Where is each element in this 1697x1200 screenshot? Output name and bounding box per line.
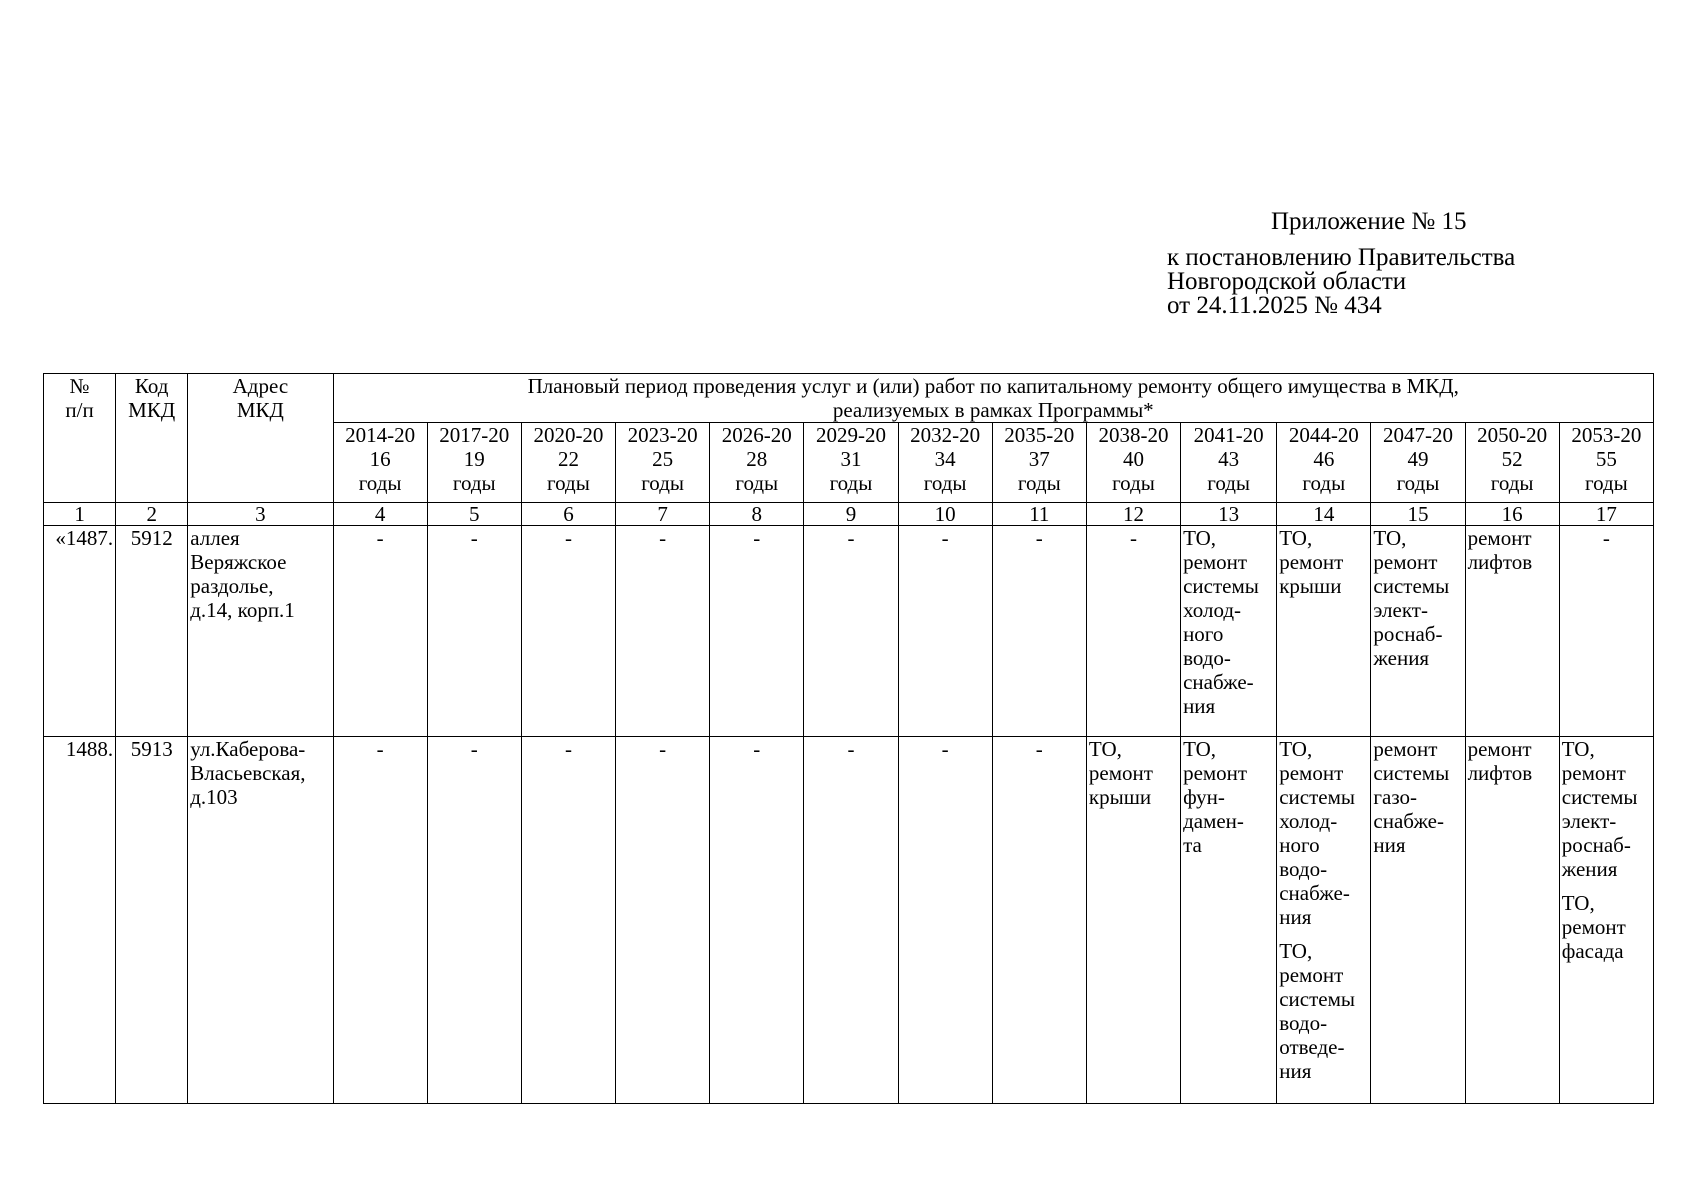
work-cell	[1371, 737, 1465, 1104]
column-number: 6	[521, 503, 615, 526]
table-row	[44, 526, 1654, 737]
header-address: Адрес МКД	[188, 374, 333, 503]
work-cell	[898, 526, 992, 737]
column-number: 2	[116, 503, 188, 526]
work-entry: ТО, ремонт крыши	[1088, 737, 1153, 809]
no-work-dash: -	[376, 526, 384, 550]
work-cell	[1465, 526, 1559, 737]
header-year-period: 2047-20 49 годы	[1371, 423, 1465, 503]
building-address: аллея Веряжское раздолье, д.14, корп.1	[188, 526, 333, 737]
no-work-dash: -	[753, 737, 761, 761]
work-entry: ремонт лифтов	[1467, 526, 1533, 574]
resolution-line-1: к постановлению Правительства	[1167, 244, 1516, 271]
column-number: 8	[710, 503, 804, 526]
work-entry: ТО, ремонт системы холод- ного водо- снабже- ния	[1279, 737, 1356, 929]
work-entry: ТО, ремонт системы холод- ного водо- снабже- ния	[1183, 526, 1259, 718]
work-cell	[333, 526, 427, 737]
work-cell	[898, 737, 992, 1104]
work-entry: ТО, ремонт системы элект- роснаб- жения	[1561, 737, 1638, 881]
column-number: 17	[1559, 503, 1653, 526]
column-number: 4	[333, 503, 427, 526]
no-work-dash: -	[659, 526, 667, 550]
document-header	[1167, 210, 1587, 318]
header-year-period: 2050-20 52 годы	[1465, 423, 1559, 503]
no-work-dash: -	[753, 526, 761, 550]
column-number: 5	[427, 503, 521, 526]
no-work-dash: -	[470, 526, 478, 550]
building-code: 5913	[116, 737, 188, 1104]
column-number: 11	[992, 503, 1086, 526]
header-code: Код МКД	[116, 374, 188, 503]
no-work-dash: -	[1035, 737, 1043, 761]
work-cell	[427, 526, 521, 737]
table-row	[44, 737, 1654, 1104]
no-work-dash: -	[941, 737, 949, 761]
building-address: ул.Каберова- Власьевская, д.103	[188, 737, 333, 1104]
no-work-dash: -	[941, 526, 949, 550]
work-cell	[710, 737, 804, 1104]
no-work-dash: -	[847, 526, 855, 550]
column-number: 1	[44, 503, 116, 526]
header-year-period: 2041-20 43 годы	[1181, 423, 1277, 503]
row-number: «1487.	[44, 526, 116, 737]
header-year-period: 2017-20 19 годы	[427, 423, 521, 503]
work-cell	[616, 526, 710, 737]
header-year-period: 2023-20 25 годы	[616, 423, 710, 503]
no-work-dash: -	[376, 737, 384, 761]
building-code: 5912	[116, 526, 188, 737]
header-year-period: 2032-20 34 годы	[898, 423, 992, 503]
appendix-title: Приложение № 15	[1271, 208, 1467, 235]
row-number: 1488.	[44, 737, 116, 1104]
no-work-dash: -	[564, 737, 572, 761]
work-entry: ТО, ремонт системы элект- роснаб- жения	[1373, 526, 1450, 670]
work-cell	[1277, 526, 1371, 737]
work-cell	[992, 737, 1086, 1104]
header-year-period: 2029-20 31 годы	[804, 423, 898, 503]
work-cell	[1181, 737, 1277, 1104]
column-number: 3	[188, 503, 333, 526]
header-num: № п/п	[44, 374, 116, 503]
no-work-dash: -	[847, 737, 855, 761]
work-cell	[521, 737, 615, 1104]
work-cell	[804, 526, 898, 737]
no-work-dash: -	[1035, 526, 1043, 550]
work-entry: ремонт системы газо- снабже- ния	[1373, 737, 1450, 857]
work-cell	[427, 737, 521, 1104]
work-cell	[1181, 526, 1277, 737]
work-cell	[1559, 526, 1653, 737]
work-cell	[1086, 526, 1180, 737]
header-year-period: 2038-20 40 годы	[1086, 423, 1180, 503]
work-cell	[616, 737, 710, 1104]
work-cell	[1465, 737, 1559, 1104]
header-year-period: 2026-20 28 годы	[710, 423, 804, 503]
work-cell	[1559, 737, 1653, 1104]
work-cell	[1086, 737, 1180, 1104]
column-number: 16	[1465, 503, 1559, 526]
no-work-dash: -	[1129, 526, 1137, 550]
work-cell	[333, 737, 427, 1104]
work-cell	[710, 526, 804, 737]
resolution-line-2: Новгородской области	[1167, 268, 1407, 295]
work-entry: ТО, ремонт фун- дамен- та	[1183, 737, 1248, 857]
work-cell	[1277, 737, 1371, 1104]
work-cell	[1371, 526, 1465, 737]
column-number: 12	[1086, 503, 1180, 526]
header-year-period: 2020-20 22 годы	[521, 423, 615, 503]
no-work-dash: -	[470, 737, 478, 761]
work-entry: ТО, ремонт системы водо- отведе- ния	[1279, 939, 1356, 1083]
column-number: 13	[1181, 503, 1277, 526]
header-period-caption: Плановый период проведения услуг и (или) работ по капитальному ремонту общего имущества в МКД, реализуемых в рамках Программы*	[333, 374, 1653, 423]
column-number: 14	[1277, 503, 1371, 526]
column-number: 15	[1371, 503, 1465, 526]
no-work-dash: -	[564, 526, 572, 550]
resolution-line-3: от 24.11.2025 № 434	[1167, 292, 1382, 319]
header-year-period: 2014-20 16 годы	[333, 423, 427, 503]
work-entry: ремонт лифтов	[1467, 737, 1533, 785]
no-work-dash: -	[659, 737, 667, 761]
work-cell	[804, 737, 898, 1104]
column-number: 9	[804, 503, 898, 526]
work-cell	[992, 526, 1086, 737]
work-cell	[521, 526, 615, 737]
work-entry: ТО, ремонт крыши	[1279, 526, 1344, 598]
no-work-dash: -	[1602, 526, 1610, 550]
header-year-period: 2044-20 46 годы	[1277, 423, 1371, 503]
column-numbers-row	[44, 503, 1654, 526]
header-year-period: 2035-20 37 годы	[992, 423, 1086, 503]
column-number: 7	[616, 503, 710, 526]
header-year-period: 2053-20 55 годы	[1559, 423, 1653, 503]
column-number: 10	[898, 503, 992, 526]
capital-repair-table	[43, 373, 1654, 1104]
work-entry: ТО, ремонт фасада	[1561, 891, 1626, 963]
